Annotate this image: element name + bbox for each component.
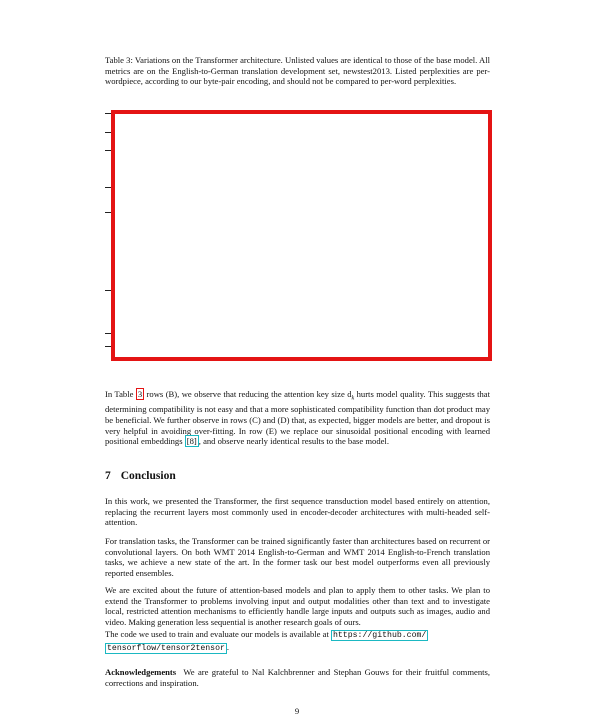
page-number: 9 — [294, 706, 300, 716]
conclusion-paragraph: We are excited about the future of attention-based models and plan to apply them to other tasks. We plan to extend the Transformer to problems involving input and output modalities other than text and to investigate local, restricted attention mechanisms to efficiently handle large inputs and outputs such as images, audio and video. Making generation less sequential is another research goals of ours. — [105, 585, 490, 627]
section-heading — [105, 470, 176, 482]
table-caption-text: Table 3: Variations on the Transformer architecture. Unlisted values are identical to those of the base model. All metrics are on the English-to-German translation development set, newstest2013. Listed perplexities are per-wordpiece, according to our byte-pair encoding, and should not be compared to per-word perplexities. — [105, 55, 490, 87]
section-number: 7 — [105, 470, 111, 482]
code-availability-paragraph: The code we used to train and evaluate our models is available at https://github.com/ tensorflow/tensor2tensor . — [105, 629, 427, 653]
table-ref-link[interactable]: 3 — [137, 389, 143, 399]
section-title: Conclusion — [120, 470, 176, 482]
redacted-table-box — [111, 110, 492, 361]
conclusion-paragraph: For translation tasks, the Transformer can be trained significantly faster than architectures based on recurrent or convolutional layers. On both WMT 2014 English-to-German and WMT 2014 English-to-French translation tasks, we achieve a new state of the art. In the former task our best model outperforms even all previously reported ensembles. — [105, 536, 490, 578]
table-caption — [105, 55, 490, 87]
conclusion-paragraph: In this work, we presented the Transformer, the first sequence transduction model based entirely on attention, replacing the recurrent layers most commonly used in encoder-decoder architectures with multi-headed self-attention. — [105, 496, 490, 528]
results-paragraph: In Table 3 rows (B), we observe that reducing the attention key size $d_k$ hurts model quality. This suggests that determining compatibility is not easy and that a more sophisticated compatibility function than dot product may be beneficial. We further observe in rows (C) and (D) that, as expected, bigger models are better, and dropout is very helpful in avoiding over-fitting. In row (E) we replace our sinusoidal positional encoding with learned positional embeddings [8] , and observe nearly identical results to the base model. — [105, 389, 491, 447]
repo-url-link[interactable]: https://github.com/ — [332, 631, 427, 640]
citation-link[interactable]: [8] — [186, 436, 197, 447]
acknowledgements-paragraph: Acknowledgements We are grateful to Nal Kalchbrenner and Stephan Gouws for their fruitful comments, corrections and inspiration. — [105, 667, 490, 688]
acknowledgements-label: Acknowledgements — [105, 667, 177, 677]
repo-url-link-cont[interactable]: tensorflow/tensor2tensor — [107, 643, 225, 653]
